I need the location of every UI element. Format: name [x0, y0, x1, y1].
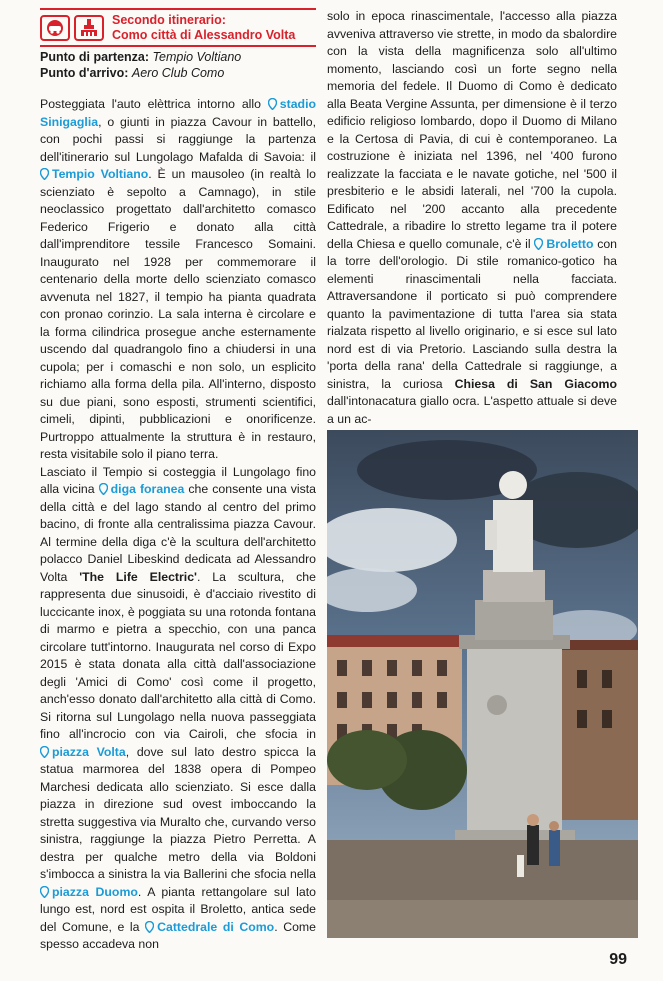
- poi-label: Cattedrale di Como: [157, 919, 275, 934]
- left-column-text: [40, 96, 316, 954]
- monument-icon: [74, 15, 104, 41]
- map-pin-icon: [40, 168, 49, 180]
- page-number: 99: [609, 951, 627, 968]
- end-value: Aero Club Como: [131, 66, 225, 80]
- text-run: Lasciato il Tempio si costeggia il Lungolago fino alla vicina: [40, 464, 316, 496]
- right-column-text: [327, 8, 617, 428]
- poi-link[interactable]: [145, 920, 274, 934]
- poi-label: diga foranea: [110, 482, 185, 496]
- poi-link[interactable]: [40, 745, 126, 759]
- start-label: Punto di partenza:: [40, 50, 150, 64]
- poi-label: Tempio Voltiano: [52, 167, 149, 181]
- start-point: [40, 49, 316, 65]
- header-rule-bottom: [40, 45, 316, 47]
- car-icon: [40, 15, 70, 41]
- itinerary-header: [40, 8, 316, 81]
- map-pin-icon: [268, 98, 277, 110]
- text-run: solo in epoca rinascimentale, l'accesso alla piazza avveniva attraverso vie strette, in modo da sbalordire con la vista della magnificenza solo all'ultimo momento, lasciando così un forte segno nella memoria del fedele. Il Duomo di Como è dedicato alla Beata Vergine Assunta, per dimensione è il terzo edificio religioso lombardo, dopo il Duomo di Milano e la Certosa di Pavia, di cui è contemporaneo. La costruzione è iniziata nel 1396, nel '400 furono realizzate la facciata e le navate gotiche, nel '500 il presbiterio e le absidi laterali, nel '700 la cupola. Edificato nel '200 accanto alla precedente Cattedrale, a ribadire lo stretto legame tra il potere della Chiesa e quello comunale, c'è il: [327, 9, 617, 251]
- text-run: dall'intonacatura giallo ocra. L'aspetto attuale si deve a un ac-: [327, 394, 617, 426]
- itinerary-title: [112, 13, 295, 43]
- sculpture-title: 'The Life Electric': [79, 569, 197, 584]
- poi-link[interactable]: [534, 237, 593, 251]
- poi-link[interactable]: [99, 482, 185, 496]
- header-rule: [40, 8, 316, 10]
- end-point: [40, 65, 316, 81]
- text-run: , dove sul lato destro spicca la statua marmorea del 1838 opera di Pompeo Marchesi dedicata allo scienziato. Si esce dalla piazza in direzione sud ovest imboccando la stretta suggestiva via Muralto che, curvando verso sinistra, raggiunge la piazza Pietro Perretta. A destra per qualche metro della via Boldoni s'imbocca a sinistra la via Ballerini che sfocia nella: [40, 744, 316, 881]
- title-line-1: Secondo itinerario:: [112, 13, 226, 27]
- poi-label: stadio Sinigaglia: [40, 97, 316, 129]
- text-run: con la torre dell'orologio. Di stile romanico-gotico ha elementi rinascimentali nella facciata. Attraversandone il porticato si può comprendere quanto la pavimentazione di tutta l'area sia stata rialzata rispetto al livello originario, e si esce sul lato nord est di via Pretorio. Lasciando sulla destra la 'porta della rana' della Cattedrale si raggiunge, a sinistra, la curiosa: [327, 236, 618, 391]
- text-run: . Come spesso accadeva non: [40, 919, 316, 951]
- poi-label: piazza Volta: [52, 744, 126, 759]
- start-value: Tempio Voltiano: [152, 50, 242, 64]
- map-pin-icon: [534, 238, 543, 250]
- text-run: Posteggiata l'auto elèttrica intorno allo: [40, 97, 261, 111]
- text-run: , o giunti in piazza Cavour in battello, con pochi passi si raggiunge la partenza dell'itinerario sul Lungolago Mafalda di Savoia: il: [40, 114, 316, 164]
- text-run: . La scultura, che rappresenta due sinusoidi, è d'acciaio rivestito di luccicante inox, è poggiata su una rotonda fontana di marmo e pietra a specchio, con una panca circolare tutt'intorno. Inaugurata nel corso di Expo 2015 è stata donata alla città dall'associazione degli 'Amici di Como' così come il progetto, anch'esso donato dall'architetto alla città di Como. Si ritorna sul Lungolago nella nuova passeggiata fino all'incrocio con via Cairoli, che sfocia in: [40, 569, 316, 741]
- church-name: Chiesa di San Giacomo: [454, 376, 617, 391]
- poi-label: Broletto: [546, 236, 594, 251]
- end-label: Punto d'arrivo:: [40, 66, 129, 80]
- poi-link[interactable]: [40, 885, 138, 899]
- poi-link[interactable]: [40, 167, 148, 181]
- map-pin-icon: [40, 746, 49, 758]
- volta-statue-photo: [327, 430, 638, 938]
- header-title-row: [40, 13, 316, 43]
- text-run: . È un mausoleo (in realtà lo scienziato è sepolto a Camnago), in stile neoclassico progettato dall'architetto comasco Federico Frigerio e donato alla città dall'imprenditore tessile Francesco Somaini. Inaugurato nel 1928 per commemorare il centenario della morte dello scienziato comasco avvenuta nel 1827, il tempio ha pianta quadrata con pronao corinzio. La sala interna è circolare e la forma cilindrica prosegue anche esternamente uscendo dal quadrangolo fino a chiudersi in una cupola; per i comaschi e non solo, un esplicito richiamo alla forma della pila. All'interno, disposto su due piani, sono esposti, strumenti scientifici, cimeli, dipinti, pubblicazioni e onorificenze. Purtroppo attualmente la struttura è in restauro, resta visitabile solo il piano terra.: [40, 167, 316, 461]
- map-pin-icon: [40, 886, 49, 898]
- title-line-2: Como città di Alessandro Volta: [112, 28, 296, 42]
- map-pin-icon: [145, 921, 154, 933]
- text-run: . A pianta rettangolare sul lato lungo est, nord est ospita il Broletto, antica sede del Comune, e la: [40, 884, 316, 934]
- poi-label: piazza Duomo: [52, 884, 138, 899]
- text-run: che consente una vista della città e del lago stando al centro del primo bacino, di fronte alla centralissima piazza Cavour. Al termine della diga c'è la scultura dell'architetto polacco Daniel Libeskind dedicata ad Alessandro Volta: [40, 482, 317, 584]
- map-pin-icon: [99, 483, 108, 495]
